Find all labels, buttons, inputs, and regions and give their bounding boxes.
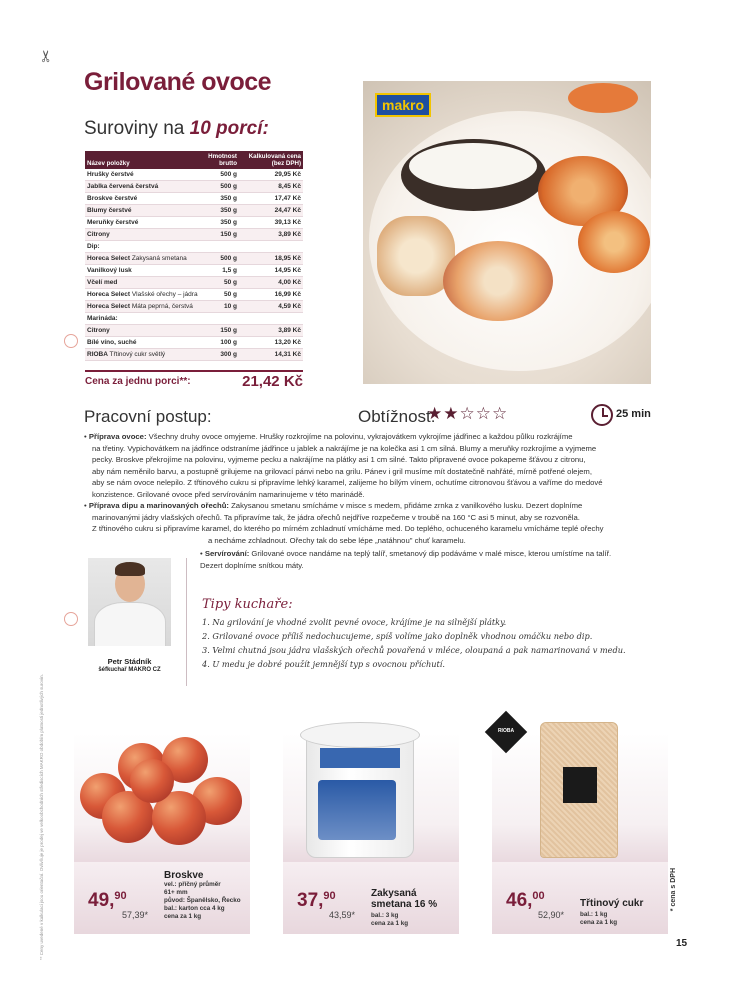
star-filled-icon: ★★ [427, 404, 460, 423]
difficulty-rating [427, 404, 508, 424]
vat-note: * cena s DPH [670, 868, 677, 912]
ingredient-name: Marináda: [85, 313, 203, 325]
chef-role: šéfkuchař MAKRO CZ [98, 667, 161, 673]
ingredient-weight: 150 g [203, 325, 239, 337]
table-row [85, 349, 303, 361]
product-name: Broskve [164, 870, 204, 881]
ingredient-name: Horeca Select Vlašské ořechy – jádra [85, 289, 203, 301]
sour-cream-bucket [300, 722, 420, 860]
ingredient-weight [203, 241, 239, 253]
portion-price-label: Cena za jednu porci**: [85, 376, 191, 387]
ingredient-name: Meruňky čerstvé [85, 217, 203, 229]
ingredient-weight [203, 313, 239, 325]
peach-shape [568, 83, 638, 113]
ingredient-price: 14,31 Kč [239, 349, 303, 361]
ingredient-price: 4,00 Kč [239, 277, 303, 289]
table-row [85, 289, 303, 301]
table-row [85, 229, 303, 241]
table-row [85, 181, 303, 193]
price-current: 37,90 [297, 890, 336, 911]
ingredient-price [239, 241, 303, 253]
ingredient-weight: 350 g [203, 205, 239, 217]
ingredient-price: 17,47 Kč [239, 193, 303, 205]
ingredients-table [85, 151, 303, 361]
ingredient-price: 16,99 Kč [239, 289, 303, 301]
bag-label [563, 767, 597, 803]
grilled-apricot [578, 211, 650, 273]
price-without-vat: 57,39* [122, 910, 149, 920]
ingredient-weight: 10 g [203, 301, 239, 313]
ingredient-name: Citrony [85, 325, 203, 337]
method-steps: • Příprava ovoce: Všechny druhy ovoce omyjeme. Hrušky rozkrojíme na polovinu, vykrajovátkem vykrojíme jádřinec a každou půlku rozkrájíme na třetiny. Vypichovátkem na jádřince odstraníme jádřince u jablek a nakrájíme je na kolečka asi 1 cm silná. Blumy a meruňky rozkrojíme a vyjmeme pecky. Broskve překrojíme na polovinu, vyjmeme pecku a nakrájíme na plátky asi 1 cm silné. Takto připravené ovoce pokapeme šťávou z citronu, aby nám neměnilo barvu, a postupně grilujeme na grilovací pánvi nebo na grilu. Pánev i gril musíme mít dostatečně nahřáté, mírně potřené olejem, aby se nám ovoce nelepilo. Z třtinového cukru si připravíme lehký karamel, zalijeme ho bílým vínem, ochutíme citronovou šťávou a vaříme do medové konzistence. Grilované ovoce před servírováním namarinujeme v této marinádě. • Příprava dipu a marinovaných ořechů: Zakysanou smetanu smícháme v misce s medem, přidáme zrnka z vanilkového lusku. Dezert doplníme marinovanými jádry vlašských ořechů. Ta připravíme tak, že jádra ořechů nejdříve rozpečeme v troubě na 160 °C asi 5 minut, aby se rozvoněla. Z třtinového cukru si připravíme karamel, do kterého po mírném zchladnutí vmícháme med. Do teplého, ochuceného karamelu vmícháme teplé ořechy a necháme zchladnout. Ořechy tak do sebe lépe „natáhnou" chuť karamelu. [84, 432, 604, 545]
tips-heading: Tipy kuchaře: [202, 597, 293, 612]
price-without-vat: 52,90* [538, 910, 565, 920]
serving-step: • Servírování: Grilované ovoce nandáme na teplý talíř, smetanový dip podáváme v malé misce, kterou umístíme na talíř. Dezert doplníme snítkou máty. [200, 549, 612, 570]
product-name: Třtinový cukr [580, 898, 644, 909]
recipe-title: Grilované ovoce [84, 68, 272, 96]
ingredient-price: 14,95 Kč [239, 265, 303, 277]
ingredient-name: Jablka červená čerstvá [85, 181, 203, 193]
product-image-peaches [74, 733, 250, 863]
table-section-row [85, 313, 303, 325]
ingredient-weight: 100 g [203, 337, 239, 349]
bucket-brand-label [320, 748, 400, 768]
cream-dip [409, 143, 537, 189]
ingredient-name: Blumy čerstvé [85, 205, 203, 217]
chef-hair [115, 562, 145, 576]
portion-price-value: 21,42 Kč [242, 373, 303, 390]
star-empty-icon: ☆☆☆ [459, 404, 509, 423]
ingredient-weight: 500 g [203, 253, 239, 265]
sugar-bag [540, 722, 618, 858]
product-name: Zakysaná smetana 16 % [371, 888, 438, 910]
ingredient-weight: 350 g [203, 193, 239, 205]
ingredient-weight: 50 g [203, 277, 239, 289]
tips-list [202, 615, 652, 671]
punch-hole-mark [64, 612, 78, 626]
ingredient-price: 3,89 Kč [239, 229, 303, 241]
method-heading: Pracovní postup: [84, 407, 212, 426]
page-number: 15 [676, 938, 688, 949]
price-current: 49,90 [88, 890, 127, 911]
chef-jacket [94, 602, 166, 646]
ingredient-price: 4,59 Kč [239, 301, 303, 313]
tip-item: 2. Grilované ovoce příliš nedochucujeme, spíš volíme jako doplněk vhodnou omáčku nebo dip. [202, 631, 593, 641]
col-name: Název položky [85, 151, 203, 169]
makro-logo: makro [375, 93, 431, 117]
peach [130, 759, 174, 803]
ingredient-name: Bílé víno, suché [85, 337, 203, 349]
scissors-icon: ✂ [38, 49, 56, 63]
ingredient-name: Dip: [85, 241, 203, 253]
ingredient-name: Citrony [85, 229, 203, 241]
col-weight: Hmotnost brutto [203, 151, 239, 169]
ingredient-weight: 350 g [203, 217, 239, 229]
tip-item: 4. U medu je dobré použít jemnější typ s ovocnou příchutí. [202, 659, 446, 669]
grilled-apple [443, 241, 553, 321]
price-without-vat: 43,59* [329, 910, 356, 920]
ingredient-weight: 500 g [203, 181, 239, 193]
ingredient-price: 29,95 Kč [239, 169, 303, 181]
product-card-peaches [74, 862, 250, 934]
ingredient-price [239, 313, 303, 325]
ingredient-price: 18,95 Kč [239, 253, 303, 265]
divider [186, 558, 187, 686]
ingredient-weight: 300 g [203, 349, 239, 361]
product-details: vel.: příčný průměr 61+ mm původ: Španělsko, Řecko bal.: karton cca 4 kg cena za 1 kg [164, 881, 241, 920]
product-card-sour-cream [283, 862, 459, 934]
bucket-product-label [318, 780, 396, 840]
ingredient-name: Horeca Select Máta peprná, čerstvá [85, 301, 203, 313]
tip-item: 1. Na grilování je vhodné zvolit pevné ovoce, krájíme je na silnější plátky. [202, 617, 507, 627]
clock-icon [591, 404, 613, 426]
ingredient-weight: 500 g [203, 169, 239, 181]
ingredient-name: Včelí med [85, 277, 203, 289]
table-row [85, 265, 303, 277]
difficulty-label: Obtížnost: [358, 407, 436, 426]
ingredient-price: 3,89 Kč [239, 325, 303, 337]
recipe-photo [363, 81, 651, 384]
ingredient-weight: 150 g [203, 229, 239, 241]
chef-photo [88, 558, 171, 646]
product-card-cane-sugar [492, 862, 668, 934]
table-row [85, 193, 303, 205]
ingredient-name: RIOBA Třtinový cukr světlý [85, 349, 203, 361]
tip-item: 3. Velmi chutná jsou jádra vlašských ořechů povařená v mléce, oloupaná a pak namarinovaná v medu. [202, 645, 626, 655]
product-details: bal.: 3 kg cena za 1 kg [371, 912, 409, 927]
portion-price [85, 370, 303, 390]
col-price: Kalkulovaná cena (bez DPH) [239, 151, 303, 169]
table-row [85, 217, 303, 229]
table-row [85, 253, 303, 265]
bucket-lid [300, 722, 420, 748]
table-row [85, 169, 303, 181]
table-row [85, 301, 303, 313]
ingredient-weight: 50 g [203, 289, 239, 301]
ingredient-name: Broskve čerstvé [85, 193, 203, 205]
table-section-row [85, 241, 303, 253]
price-current: 46,00 [506, 890, 545, 911]
ingredient-name: Hrušky čerstvé [85, 169, 203, 181]
ingredient-name: Vanilkový lusk [85, 265, 203, 277]
ingredient-price: 13,20 Kč [239, 337, 303, 349]
ingredient-weight: 1,5 g [203, 265, 239, 277]
table-row [85, 277, 303, 289]
table-row [85, 205, 303, 217]
ingredient-price: 24,47 Kč [239, 205, 303, 217]
ingredient-price: 39,13 Kč [239, 217, 303, 229]
chef-name: Petr Stádník [107, 657, 152, 666]
punch-hole-mark [64, 334, 78, 348]
table-row [85, 325, 303, 337]
ingredient-price: 8,45 Kč [239, 181, 303, 193]
ingredient-name: Horeca Select Zakysaná smetana [85, 253, 203, 265]
servings-heading: Suroviny na 10 porcí: [84, 118, 269, 139]
price-disclaimer: ** Ceny uvedené v kalkulaci jsou orientační. Ovlivňuje je prodej ve velkoobchodních střediscích MAKRO obdobím platnosti jednotlivých surovin. [39, 674, 44, 960]
rioba-logo-text: RIOBA [497, 728, 515, 734]
table-row [85, 337, 303, 349]
product-details: bal.: 1 kg cena za 1 kg [580, 911, 618, 926]
prep-time: 25 min [616, 408, 651, 420]
